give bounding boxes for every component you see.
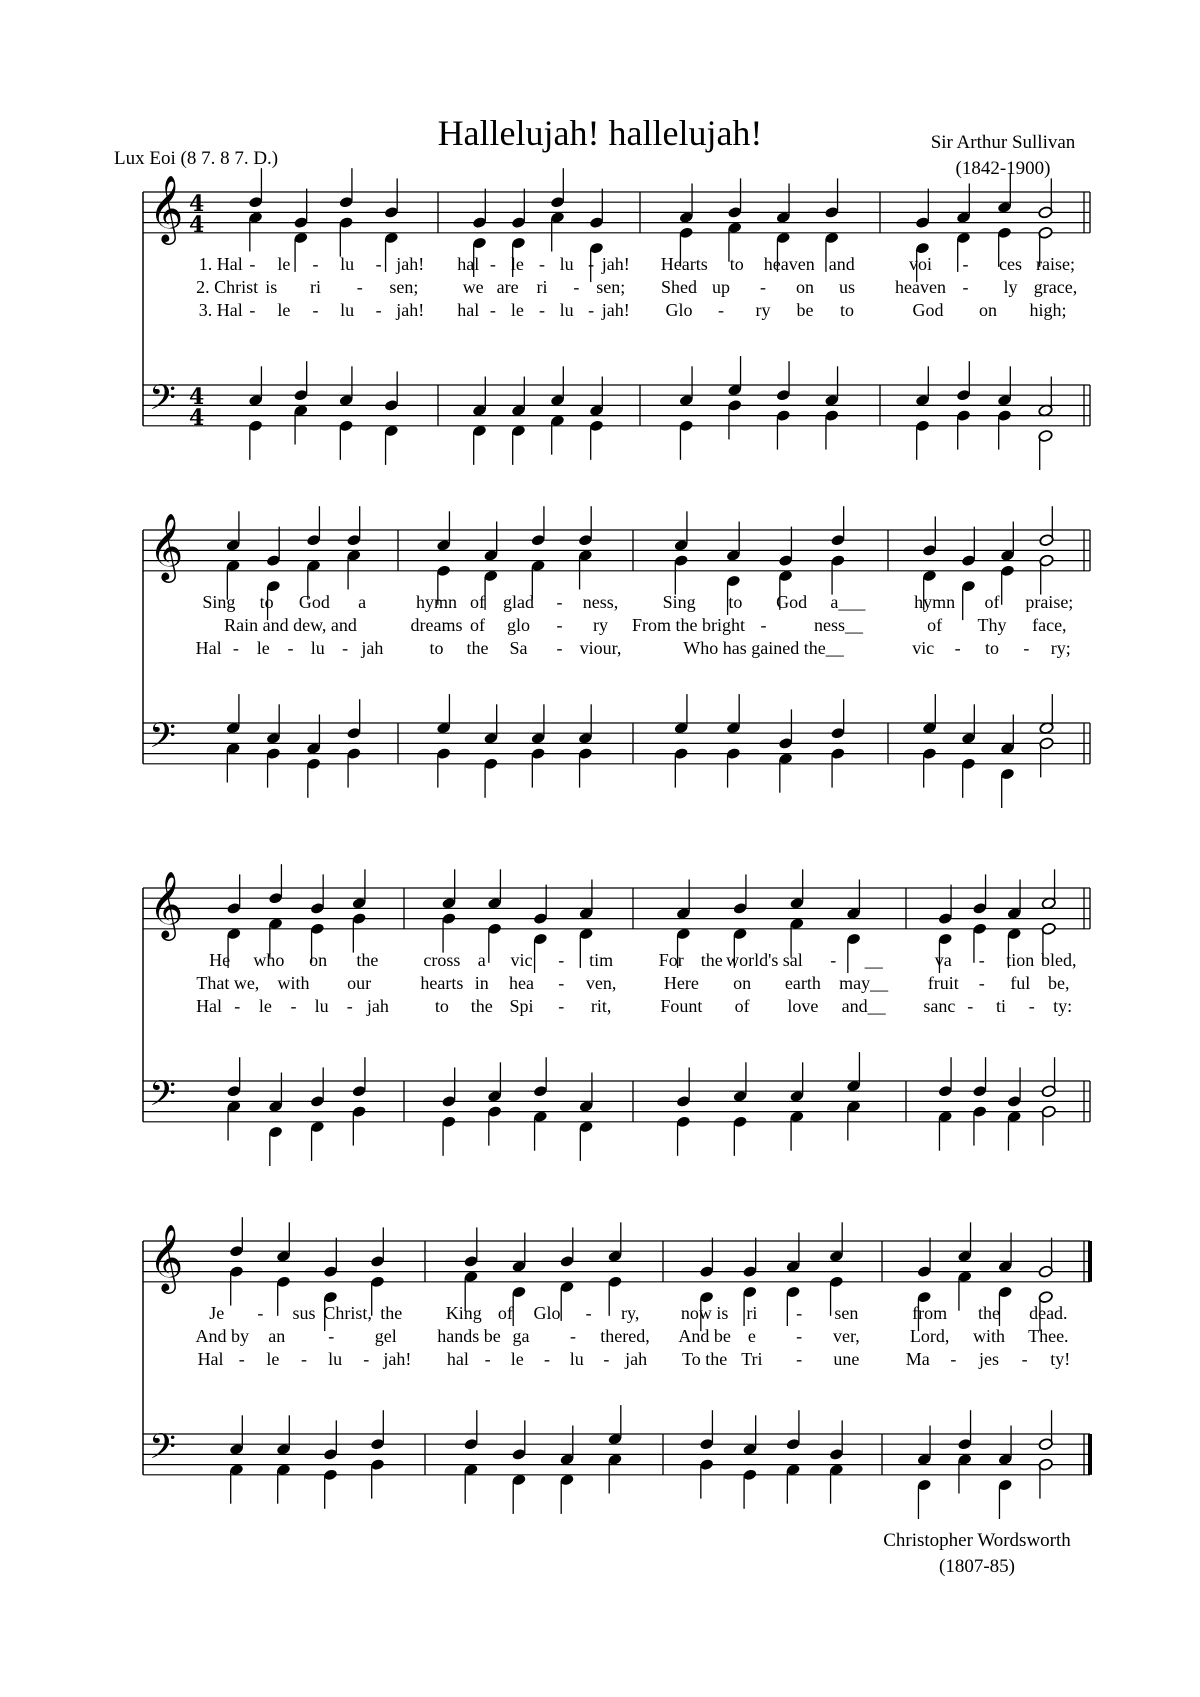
lyric-syllable: 3. Hal [198,300,243,320]
lyric-syllable: gel [374,1326,397,1346]
lyric-syllable: God [298,592,330,612]
lyric-syllable: and__ [841,996,886,1016]
lyric-syllable: Christ, [323,1303,372,1323]
lyric-syllable: Spi [509,996,534,1016]
lyric-syllable: 2. Christ [196,277,259,297]
lyric-syllable: rit, [590,996,612,1016]
lyric-syllable: - [954,638,961,658]
lyric-syllable: - [558,973,565,993]
treble-clef-icon: 𝄞 [149,870,184,938]
lyric-syllable: love [787,996,819,1016]
bass-clef-icon: 𝄢 [149,1426,177,1475]
lyric-syllable: une [833,1349,860,1369]
lyric-syllable: - [603,1349,610,1369]
lyric-syllable: __ [864,950,883,970]
bass-clef-icon: 𝄢 [149,1073,177,1122]
treble-clef-icon: 𝄞 [149,1223,184,1291]
lyric-syllable: Here [663,973,699,993]
lyric-syllable: hea [509,973,534,993]
tune-name: Lux Eoi (8 7. 8 7. D.) [114,148,279,169]
lyric-syllable: of [734,996,750,1016]
lyric-syllable: Thy [977,615,1007,635]
lyric-syllable: ful [1010,973,1031,993]
lyric-syllable: Hal [196,996,223,1016]
lyric-syllable: - [375,300,382,320]
lyric-syllable: le [258,996,272,1016]
lyric-syllable: of [470,615,485,635]
lyric-syllable: Glo [665,300,693,320]
lyric-syllable: le [510,1349,524,1369]
lyric-syllable: le [256,638,270,658]
hymn-title: Hallelujah! hallelujah! [437,113,763,153]
lyric-syllable: to [429,638,444,658]
lyric-syllable: the [700,950,723,970]
lyric-syllable: ness__ [814,615,863,635]
lyric-syllable: - [558,950,565,970]
lyric-syllable: - [249,300,256,320]
author-dates: (1807-85) [939,1556,1015,1577]
lyric-syllable: - [301,1349,307,1369]
lyric-syllable: jah [625,1349,648,1369]
lyric-syllable: tion [1006,950,1035,970]
lyric-syllable: ry [593,615,608,635]
lyric-syllable: He [209,950,231,970]
lyric-syllable: be, [1048,973,1070,993]
lyric-syllable: Fount [660,996,703,1016]
lyric-syllable: a [477,950,486,970]
lyric-syllable: ver, [832,1326,860,1346]
lyric-syllable: 1. Hal [198,254,243,274]
lyric-syllable: ty: [1053,996,1073,1016]
lyric-syllable: jah! [383,1349,412,1369]
lyric-syllable: - [573,277,580,297]
lyric-syllable: - [287,638,294,658]
lyric-syllable: - [558,996,565,1016]
lyric-syllable: lu [340,300,355,320]
lyric-syllable: hal [457,254,480,274]
lyric-syllable: the [356,950,379,970]
lyric-syllable: jah! [396,300,425,320]
lyric-syllable: to [984,638,1000,658]
lyric-syllable: earth [784,973,821,993]
lyric-syllable: - [363,1349,370,1369]
author-name: Christopher Wordsworth [883,1530,1071,1551]
lyric-syllable: And be [678,1326,731,1346]
lyric-syllable: a___ [830,592,866,612]
lyric-syllable: vic [510,950,533,970]
lyric-syllable: sen [834,1303,859,1323]
lyric-syllable: Thee. [1028,1326,1069,1346]
lyric-syllable: - [588,300,595,320]
lyric-syllable: ri [746,1303,758,1323]
bass-clef-icon: 𝄢 [149,715,177,764]
lyric-syllable: are [496,277,519,297]
lyric-syllable: ti [995,996,1007,1016]
composer-dates: (1842-1900) [955,158,1051,179]
lyric-syllable: of [927,615,943,635]
lyric-syllable: - [962,277,969,297]
lyric-syllable: on [979,300,997,320]
lyric-syllable: God [776,592,808,612]
lyric-syllable: - [796,1349,803,1369]
lyric-syllable: who [253,950,285,970]
lyric-syllable: le [510,254,524,274]
lyric-syllable: - [1021,1349,1028,1369]
lyric-syllable: to [839,300,855,320]
lyric-syllable: - [978,973,985,993]
lyric-syllable: - [484,1349,491,1369]
lyric-syllable: an [268,1326,286,1346]
lyric-syllable: - [570,1326,576,1346]
lyric-syllable: - [796,1303,803,1323]
lyric-syllable: le [277,254,291,274]
lyric-syllable: God [912,300,944,320]
lyric-syllable: up [712,277,730,297]
lyric-syllable: is [265,277,278,297]
lyric-syllable: fruit [927,973,959,993]
lyric-syllable: sanc [923,996,956,1016]
lyric-syllable: - [544,1349,550,1369]
lyric-syllable: - [257,1303,264,1323]
lyric-syllable: on [309,950,328,970]
lyric-syllable: - [588,254,595,274]
lyric-syllable: glo [506,615,531,635]
lyric-syllable: - [238,1349,245,1369]
lyric-syllable: e [747,1326,756,1346]
lyric-syllable: jah! [396,254,425,274]
lyric-syllable: For [658,950,684,970]
lyric-syllable: face, [1032,615,1067,635]
lyric-syllable: - [290,996,297,1016]
lyric-syllable: sen; [389,277,419,297]
lyric-syllable: - [489,254,496,274]
lyric-syllable: Who has gained the__ [683,638,844,658]
lyric-syllable: ga [512,1326,530,1346]
lyric-syllable: - [718,300,724,320]
lyric-syllable: ry, [621,1303,640,1323]
lyric-syllable: world's [726,950,779,970]
lyric-syllable: and [828,254,855,274]
lyric-syllable: le [510,300,524,320]
lyric-syllable: sal [782,950,803,970]
lyric-syllable: hearts [420,973,464,993]
lyric-syllable: heaven [895,277,946,297]
lyric-syllable: ly [1003,277,1018,297]
lyric-syllable: jah! [601,254,630,274]
lyric-syllable: Lord, [909,1326,950,1346]
lyric-syllable: tim [589,950,614,970]
bass-clef-icon: 𝄢 [149,377,177,426]
lyric-syllable: to [434,996,449,1016]
lyric-syllable: the [470,996,493,1016]
lyric-syllable: lu [559,254,574,274]
lyric-syllable: Je [209,1303,225,1323]
lyric-syllable: - [342,638,349,658]
lyric-syllable: - [539,300,545,320]
lyric-syllable: - [328,1326,335,1346]
lyric-syllable: ry [755,300,771,320]
lyric-syllable: - [796,1326,803,1346]
lyric-syllable: - [346,996,353,1016]
lyric-syllable: King [445,1303,482,1323]
lyric-syllable: Hal [197,1349,224,1369]
lyric-syllable: - [950,1349,957,1369]
lyric-syllable: sus [292,1303,316,1323]
lyric-syllable: sen; [596,277,626,297]
lyric-syllable: us [838,277,856,297]
lyric-syllable: lu [314,996,329,1016]
lyric-syllable: - [489,300,496,320]
lyric-syllable: to [728,592,743,612]
lyric-syllable: And by [195,1326,249,1346]
lyric-syllable: lu [340,254,355,274]
lyric-syllable: now is [680,1303,729,1323]
lyric-syllable: ven, [585,973,617,993]
lyric-syllable: - [978,950,985,970]
lyric-syllable: the [466,638,489,658]
lyric-syllable: - [556,638,563,658]
lyric-syllable: glad [503,592,534,612]
lyric-syllable: That we, [196,973,260,993]
lyric-syllable: hymn [914,592,956,612]
lyric-syllable: Hal [195,638,222,658]
lyric-syllable: hal [457,300,480,320]
lyric-syllable: lu [569,1349,584,1369]
lyric-syllable: may__ [839,973,889,993]
bass-time-signature-bottom: 4 [189,405,205,431]
lyric-syllable: of [984,592,1000,612]
lyric-syllable: - [1023,638,1030,658]
lyric-syllable: - [967,996,974,1016]
lyric-syllable: from [912,1303,948,1323]
lyric-syllable: Sing [202,592,236,612]
lyric-syllable: le [277,300,291,320]
lyric-syllable: dead. [1029,1303,1068,1323]
lyric-syllable: ness, [582,592,619,612]
lyric-syllable: Rain and dew, and [224,615,357,635]
lyric-syllable: a [358,592,367,612]
lyric-syllable: - [312,300,319,320]
lyric-syllable: lu [328,1349,343,1369]
lyric-syllable: on [733,973,752,993]
lyric-syllable: be [796,300,814,320]
treble-time-signature-bottom: 4 [189,212,205,238]
lyric-syllable: - [760,615,767,635]
lyric-syllable: praise; [1025,592,1074,612]
treble-time-signature-top: 4 [189,191,205,217]
lyric-syllable: - [830,950,837,970]
lyric-syllable: - [234,996,241,1016]
lyric-syllable: the [978,1303,1000,1323]
lyric-syllable: jah [366,996,389,1016]
lyric-syllable: with [277,973,310,993]
treble-clef-icon: 𝄞 [149,512,184,580]
lyric-syllable: thered, [600,1326,650,1346]
lyric-syllable: ri [536,277,548,297]
lyric-syllable: hymn [415,592,458,612]
lyric-syllable: with [972,1326,1006,1346]
lyric-syllable: bled, [1041,950,1077,970]
lyric-syllable: ri [310,277,321,297]
lyric-syllable: Sa [509,638,528,658]
lyric-syllable: To the [682,1349,728,1369]
lyric-syllable: hal [446,1349,469,1369]
lyric-syllable: - [962,254,969,274]
lyric-syllable: Ma [905,1349,930,1369]
treble-clef-icon: 𝄞 [149,174,184,242]
lyric-syllable: to [729,254,744,274]
lyric-syllable: Sing [662,592,696,612]
lyric-syllable: the [380,1303,403,1323]
lyric-syllable: vic [912,638,935,658]
lyric-syllable: voi [908,254,933,274]
lyric-syllable: ry; [1050,638,1071,658]
lyric-syllable: - [249,254,256,274]
lyric-syllable: cross [423,950,461,970]
lyric-syllable: grace, [1033,277,1078,297]
lyric-syllable: raise; [1036,254,1075,274]
lyric-syllable: - [585,1303,592,1323]
lyric-syllable: hands be [437,1326,501,1346]
lyric-syllable: - [556,615,563,635]
lyric-syllable: - [760,277,766,297]
lyric-syllable: jes [979,1349,999,1369]
lyric-syllable: lu [310,638,325,658]
lyric-syllable: our [347,973,372,993]
lyric-syllable: jah! [601,300,630,320]
lyric-syllable: ces [999,254,1022,274]
lyric-syllable: - [356,277,363,297]
lyric-syllable: of [470,592,485,612]
lyric-syllable: Glo [533,1303,561,1323]
lyric-syllable: From the bright [632,615,745,635]
lyric-syllable: - [375,254,382,274]
lyric-syllable: heaven [763,254,815,274]
lyric-syllable: - [232,638,239,658]
lyric-syllable: viour, [579,638,622,658]
lyric-syllable: Tri [741,1349,763,1369]
lyric-syllable: dreams [410,615,463,635]
lyric-syllable: high; [1029,300,1067,320]
lyric-syllable: Hearts [660,254,708,274]
lyric-syllable: jah [361,638,384,658]
lyric-syllable: in [474,973,489,993]
lyric-syllable: on [796,277,814,297]
lyric-syllable: le [266,1349,280,1369]
lyric-syllable: - [312,254,319,274]
lyric-syllable: Shed [661,277,697,297]
lyric-syllable: - [539,254,545,274]
lyric-syllable: we [462,277,484,297]
lyric-syllable: to [259,592,274,612]
lyric-syllable: lu [559,300,574,320]
lyric-syllable: - [556,592,563,612]
bass-time-signature-top: 4 [189,384,205,410]
lyric-syllable: va [934,950,952,970]
lyric-syllable: of [497,1303,513,1323]
lyric-syllable: - [1028,996,1035,1016]
lyric-syllable: ty! [1050,1349,1071,1369]
composer-name: Sir Arthur Sullivan [930,132,1076,153]
